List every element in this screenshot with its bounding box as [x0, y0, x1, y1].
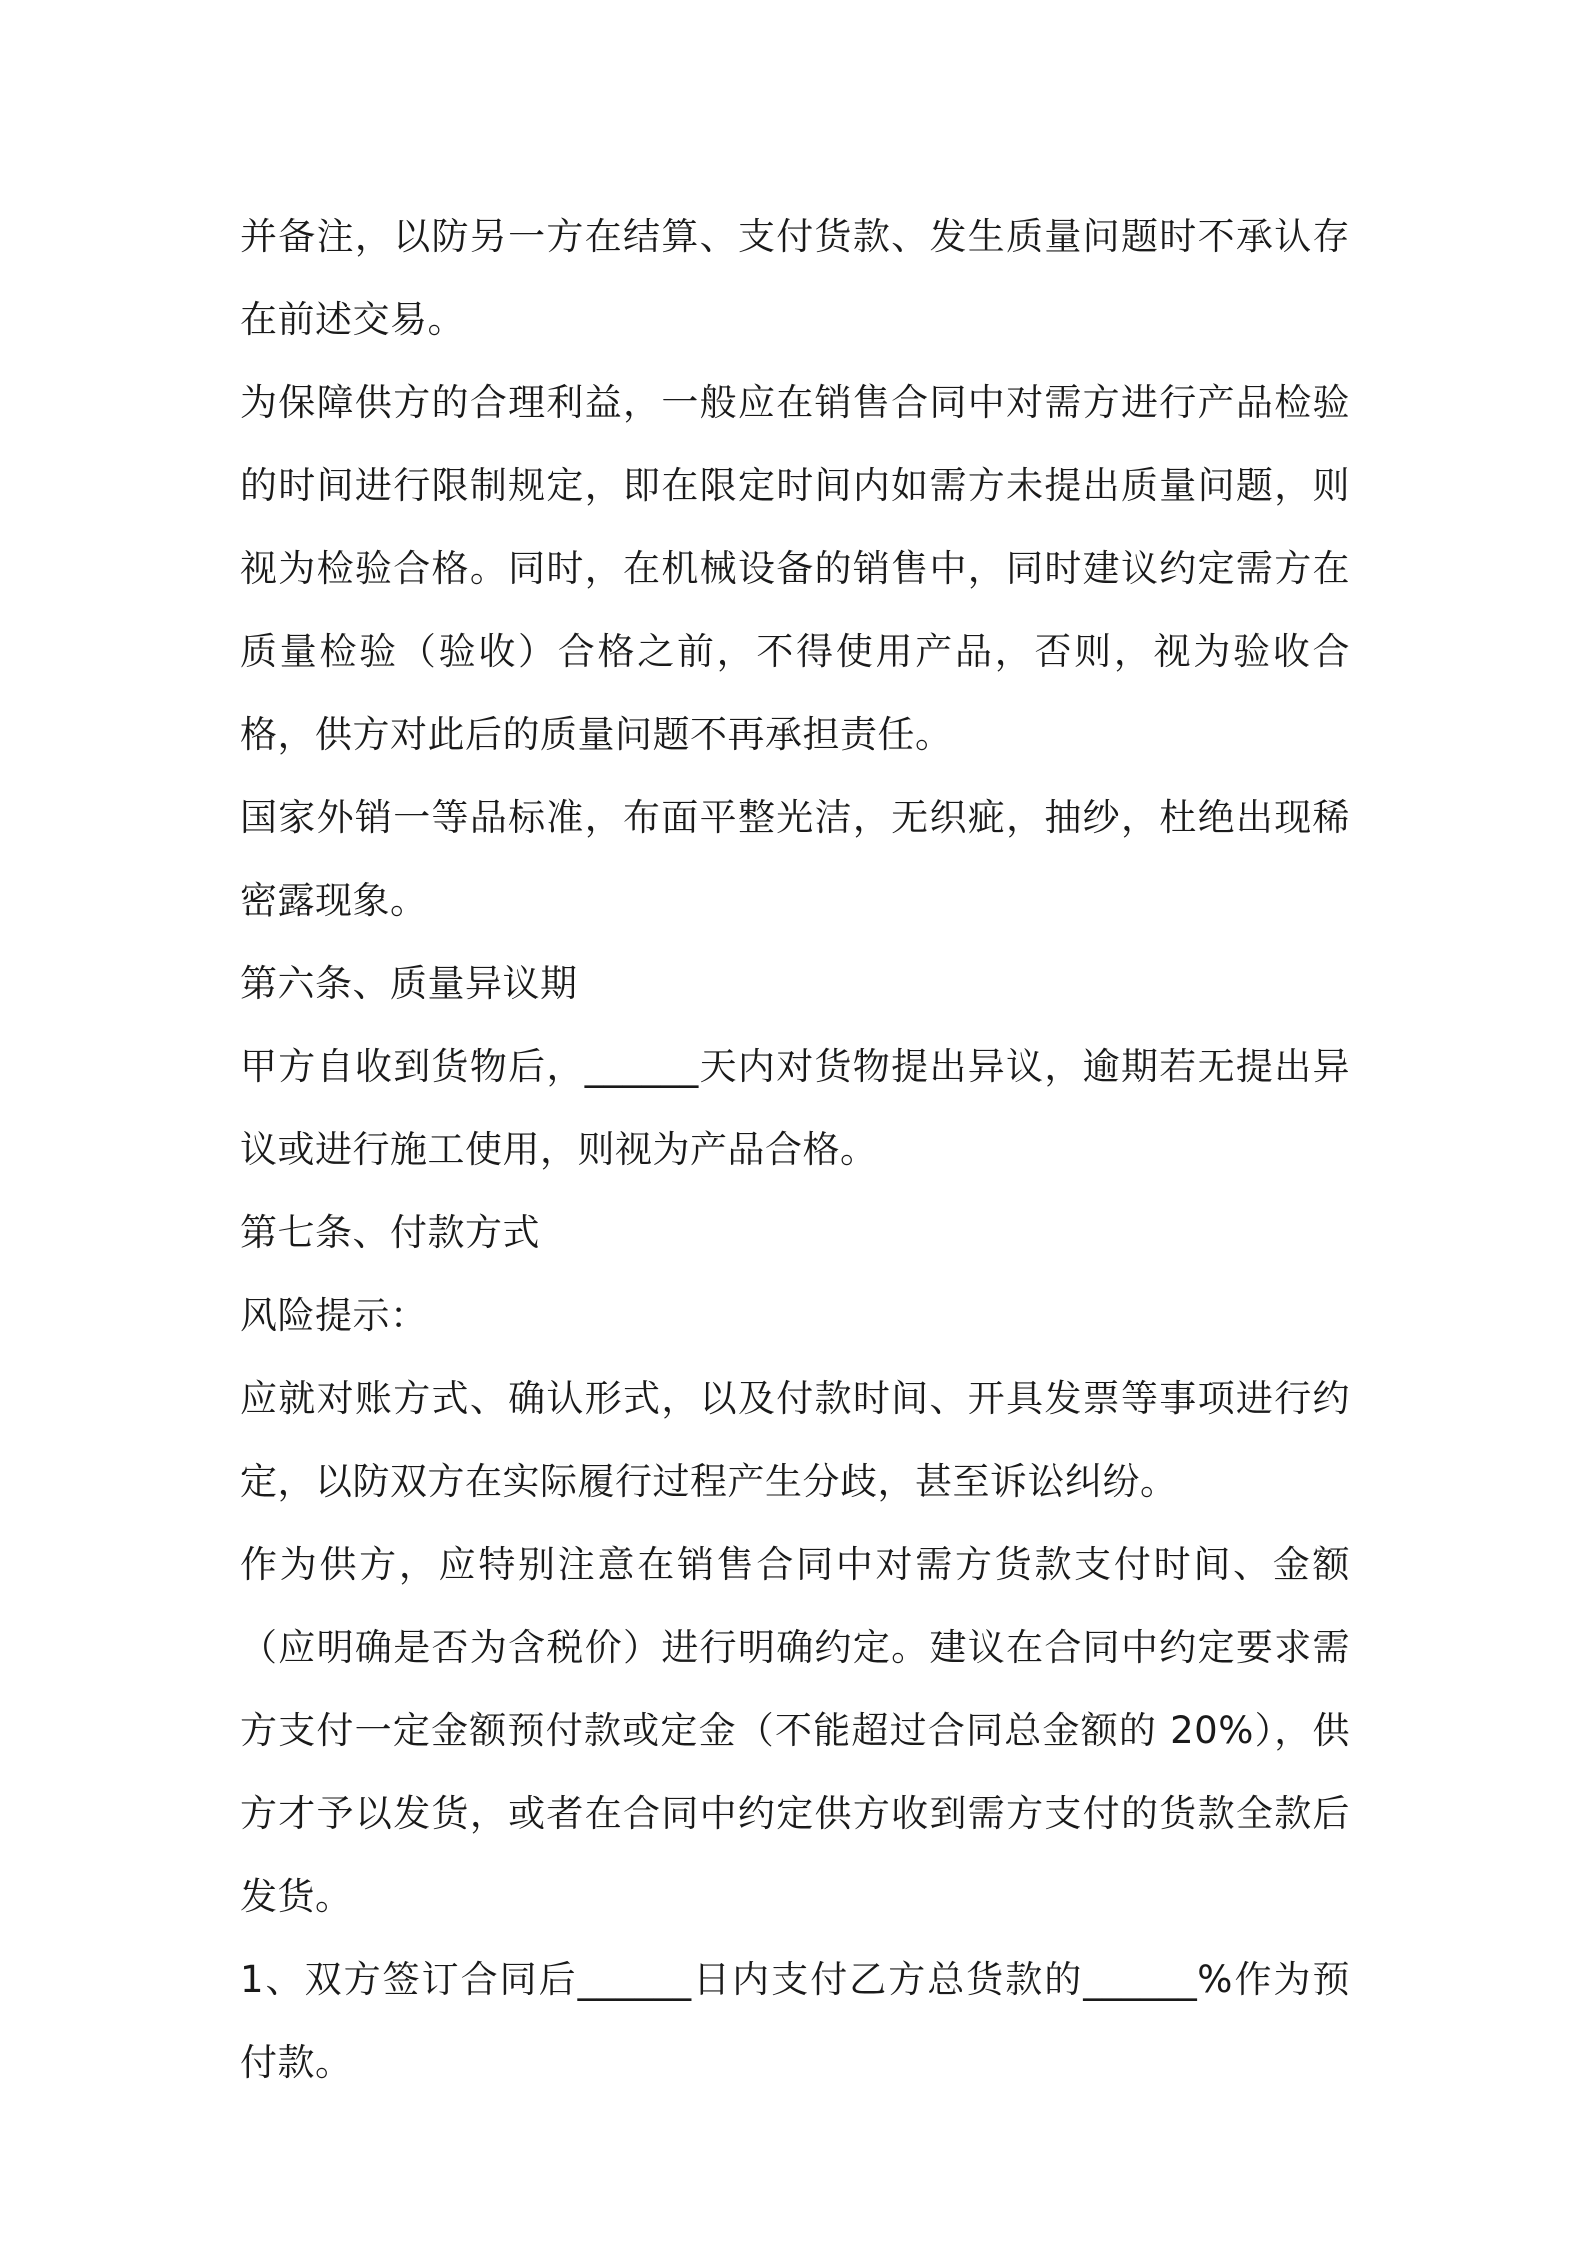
- paragraph-inspection-time-limit: 为保障供方的合理利益，一般应在销售合同中对需方进行产品检验的时间进行限制规定，即在限定时间内如需方未提出质量问题，则视为检验合格。同时，在机械设备的销售中，同时建议约定需方在质量检验（验收）合格之前，不得使用产品，否则，视为验收合格，供方对此后的质量问题不再承担责任。: [240, 381, 1350, 756]
- paragraph-quality-standard: 国家外销一等品标准，布面平整光洁，无织疵，抽纱，杜绝出现稀密露现象。: [240, 796, 1350, 922]
- section-heading-article-6: 第六条、质量异议期: [240, 962, 578, 1005]
- risk-warning-label: 风险提示：: [240, 1294, 428, 1337]
- paragraph-reconciliation-terms: 应就对账方式、确认形式，以及付款时间、开具发票等事项进行约定，以防双方在实际履行过程产生分歧，甚至诉讼纠纷。: [240, 1377, 1350, 1503]
- document-body: [240, 195, 1350, 2104]
- section-heading-article-7: 第七条、付款方式: [240, 1211, 540, 1254]
- paragraph-record-remark: 并备注，以防另一方在结算、支付货款、发生质量问题时不承认存在前述交易。: [240, 215, 1350, 341]
- paragraph-payment-advice: 作为供方，应特别注意在销售合同中对需方货款支付时间、金额（应明确是否为含税价）进行明确约定。建议在合同中约定要求需方支付一定金额预付款或定金（不能超过合同总金额的 20%），供方才予以发货，或者在合同中约定供方收到需方支付的货款全款后发货。: [240, 1543, 1350, 1918]
- paragraph-objection-period: 甲方自收到货物后，______天内对货物提出异议，逾期若无提出异议或进行施工使用，则视为产品合格。: [240, 1045, 1350, 1171]
- clause-advance-payment: 1、双方签订合同后______日内支付乙方总货款的______%作为预付款。: [240, 1958, 1350, 2084]
